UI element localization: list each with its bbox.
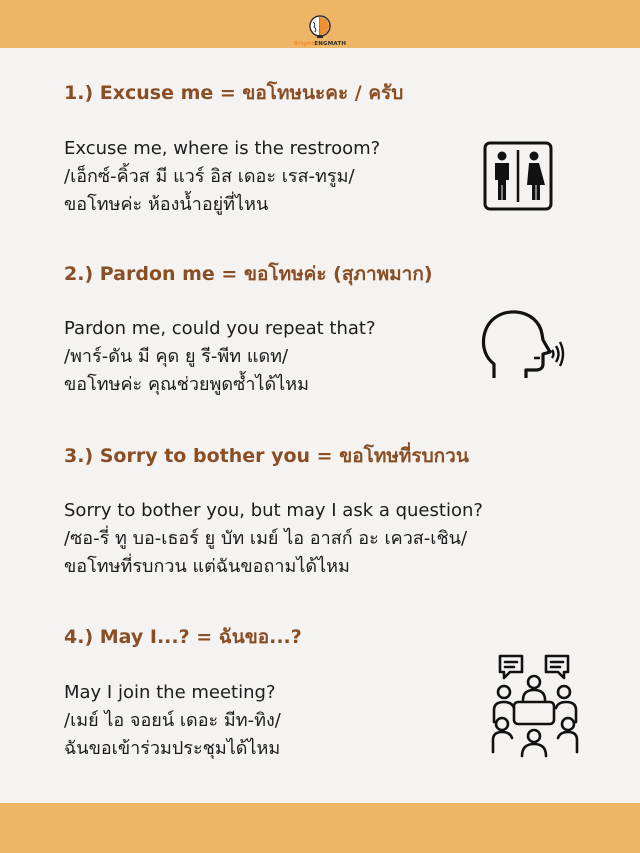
- section-2-title: 2.) Pardon me = ขอโทษค่ะ (สุภาพมาก): [64, 263, 433, 285]
- section-1-thai: ขอโทษค่ะ ห้องน้ำอยู่ที่ไหน: [64, 194, 269, 215]
- section-2-pronunciation: /พาร์-ดัน มี คุด ยู รี-พีท แดท/: [64, 346, 289, 367]
- section-4-title: 4.) May I...? = ฉันขอ...?: [64, 626, 302, 648]
- section-1-title: 1.) Excuse me = ขอโทษนะคะ / ครับ: [64, 82, 404, 104]
- meeting-icon: [490, 652, 580, 760]
- section-3-pronunciation: /ซอ-รี่ ทู บอ-เธอร์ ยู บัท เมย์ ไอ อาสก์ อะ เควส-เชิน/: [64, 528, 468, 549]
- section-4-thai: ฉันขอเข้าร่วมประชุมได้ไหม: [64, 738, 281, 759]
- section-2-english: Pardon me, could you repeat that?: [64, 318, 376, 339]
- section-1-english: Excuse me, where is the restroom?: [64, 138, 381, 159]
- section-3-thai: ขอโทษที่รบกวน แต่ฉันขอถามได้ไหม: [64, 556, 350, 577]
- restroom-icon: [483, 141, 553, 211]
- section-1-pronunciation: /เอ็กซ์-คิ้วส มี แวร์ อิส เดอะ เรส-ทรูม/: [64, 166, 355, 187]
- brand-name: BrightENGMATH: [293, 41, 347, 47]
- section-3-title: 3.) Sorry to bother you = ขอโทษที่รบกวน: [64, 445, 469, 467]
- section-2-thai: ขอโทษค่ะ คุณช่วยพูดซ้ำได้ไหม: [64, 374, 309, 395]
- brand-logo: [290, 14, 350, 56]
- speaking-head-icon: [480, 308, 566, 386]
- section-3-english: Sorry to bother you, but may I ask a question?: [64, 500, 483, 521]
- brain-bulb-icon: [307, 14, 333, 40]
- section-4-pronunciation: /เมย์ ไอ จอยน์ เดอะ มีท-ทิง/: [64, 710, 281, 731]
- section-4-english: May I join the meeting?: [64, 682, 276, 703]
- bottom-banner: [0, 803, 640, 853]
